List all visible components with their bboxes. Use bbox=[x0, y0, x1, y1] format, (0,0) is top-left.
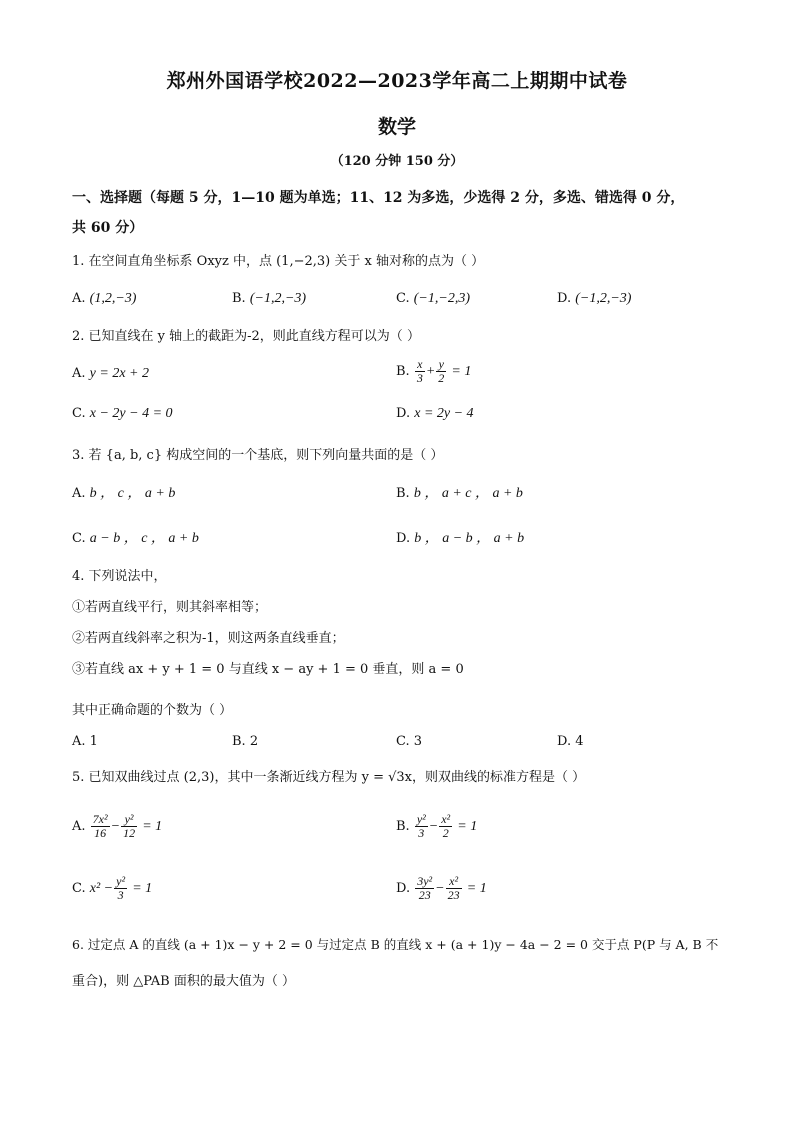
question-5-option-b bbox=[396, 813, 477, 840]
equals-one: = 1 bbox=[142, 819, 163, 834]
section-heading-line1: 一、选择题（每题 5 分，1—10 题为单选；11、12 为多选，少选得 2 分，多选、错选得 0 分， bbox=[72, 190, 685, 206]
option-label: D. bbox=[557, 291, 572, 306]
question-1-stem: 1. 在空间直角坐标系 Oxyz 中，点 (1,−2,3) 关于 x 轴对称的点为（ ） bbox=[72, 254, 485, 269]
denominator: 3 bbox=[416, 371, 423, 385]
denominator: 3 bbox=[117, 888, 124, 902]
question-2-option-c bbox=[72, 404, 173, 424]
option-value: b ， a − b ， a + b bbox=[414, 531, 525, 546]
fraction bbox=[121, 813, 137, 840]
numerator: 3y² bbox=[417, 874, 433, 888]
question-4-statement-2: ②若两直线斜率之积为-1，则这两条直线垂直； bbox=[72, 631, 345, 646]
fraction bbox=[114, 875, 127, 902]
option-value: (−1,2,−3) bbox=[575, 291, 632, 306]
equals-one: = 1 bbox=[451, 364, 472, 379]
question-4-ask: 其中正确命题的个数为（ ） bbox=[72, 703, 233, 718]
numerator: y² bbox=[416, 812, 426, 826]
question-1-option-d bbox=[557, 289, 631, 309]
option-value: x − 2y − 4 = 0 bbox=[89, 406, 173, 421]
question-6-line-2: 重合)，则 △PAB 面积的最大值为（ ） bbox=[72, 974, 295, 989]
question-4-statement-1: ①若两直线平行，则其斜率相等； bbox=[72, 600, 268, 615]
fraction bbox=[415, 813, 428, 840]
option-value: x = 2y − 4 bbox=[414, 406, 474, 421]
denominator: 2 bbox=[442, 826, 449, 840]
denominator: 16 bbox=[94, 826, 107, 840]
option-label: B. bbox=[396, 364, 410, 379]
numerator: x bbox=[415, 358, 425, 372]
question-1-option-b bbox=[232, 289, 306, 309]
option-value: (−1,−2,3) bbox=[413, 291, 470, 306]
option-label: B. bbox=[232, 291, 246, 306]
option-label: D. bbox=[396, 881, 411, 896]
equals-one: = 1 bbox=[466, 881, 487, 896]
option-label: D. bbox=[396, 406, 411, 421]
exam-timing: （120 分钟 150 分） bbox=[330, 154, 464, 169]
minus-sign: − bbox=[428, 819, 439, 834]
option-value: (−1,2,−3) bbox=[249, 291, 307, 306]
fraction bbox=[436, 358, 446, 385]
option-label: C. bbox=[72, 531, 86, 546]
option-label: C. bbox=[72, 406, 86, 421]
denominator: 23 bbox=[418, 888, 431, 902]
question-4-option-b: B. 2 bbox=[232, 734, 259, 749]
question-1-option-a bbox=[72, 289, 136, 309]
question-5-option-c bbox=[72, 875, 152, 902]
numerator: y² bbox=[116, 874, 126, 888]
exam-subject: 数学 bbox=[377, 116, 416, 138]
option-label: A. bbox=[72, 366, 86, 381]
denominator: 23 bbox=[447, 888, 460, 902]
question-5-option-a bbox=[72, 813, 162, 840]
numerator: x² bbox=[446, 875, 462, 889]
option-value: (1,2,−3) bbox=[89, 291, 137, 306]
minus-sign: − bbox=[435, 881, 445, 896]
question-2-option-d bbox=[396, 404, 474, 424]
question-2-stem: 2. 已知直线在 y 轴上的截距为-2，则此直线方程可以为（ ） bbox=[72, 329, 420, 344]
option-label: C. bbox=[72, 881, 86, 896]
numerator: y² bbox=[121, 813, 137, 827]
fraction bbox=[91, 813, 110, 840]
option-label: D. bbox=[396, 531, 411, 546]
fraction bbox=[446, 875, 462, 902]
numerator: y bbox=[436, 358, 446, 372]
equals-one: = 1 bbox=[132, 881, 153, 896]
question-1-option-c bbox=[396, 289, 470, 309]
denominator: 2 bbox=[438, 371, 445, 385]
question-3-option-b bbox=[396, 484, 523, 504]
section-heading bbox=[72, 183, 752, 243]
option-label: C. bbox=[396, 291, 410, 306]
term: x² − bbox=[89, 881, 114, 896]
denominator: 12 bbox=[123, 826, 136, 840]
question-3-option-d bbox=[396, 529, 524, 549]
question-3-stem: 3. 若 {a, b, c} 构成空间的一个基底，则下列向量共面的是（ ） bbox=[72, 448, 444, 463]
option-value: y = 2x + 2 bbox=[89, 366, 149, 381]
question-6-line-1: 6. 过定点 A 的直线 (a + 1)x − y + 2 = 0 与过定点 B 的直线 x + (a + 1)y − 4a − 2 = 0 交于点 P(P 与 A, B 不 bbox=[72, 937, 719, 952]
numerator: x² bbox=[441, 812, 451, 826]
equals-one: = 1 bbox=[457, 819, 478, 834]
question-4-option-d: D. 4 bbox=[557, 734, 584, 749]
question-2-option-b bbox=[396, 358, 471, 385]
question-4-option-a: A. 1 bbox=[72, 734, 98, 749]
section-heading-line2: 共 60 分） bbox=[72, 220, 144, 236]
question-4-stem: 4. 下列说法中， bbox=[72, 569, 167, 584]
option-label: B. bbox=[396, 819, 410, 834]
option-value: a − b ， c ， a + b bbox=[89, 531, 199, 546]
minus-sign: − bbox=[110, 819, 121, 834]
numerator: 7x² bbox=[92, 812, 108, 826]
plus-sign: + bbox=[425, 364, 436, 379]
exam-title: 郑州外国语学校2022—2023学年高二上期期中试卷 bbox=[166, 70, 628, 92]
question-5-option-d bbox=[396, 875, 487, 902]
denominator: 3 bbox=[418, 826, 425, 840]
question-3-option-c bbox=[72, 529, 199, 549]
option-label: B. bbox=[396, 486, 410, 501]
fraction bbox=[439, 813, 452, 840]
option-value: b ， c ， a + b bbox=[89, 486, 176, 501]
question-5-stem: 5. 已知双曲线过点 (2,3)，其中一条渐近线方程为 y = √3x，则双曲线的标准方程是（ ） bbox=[72, 770, 586, 785]
option-label: A. bbox=[72, 291, 86, 306]
option-value: b ， a + c ， a + b bbox=[413, 486, 523, 501]
fraction bbox=[415, 875, 434, 902]
question-3-option-a bbox=[72, 484, 175, 504]
option-label: A. bbox=[72, 819, 86, 834]
question-2-option-a bbox=[72, 364, 149, 384]
question-4-option-c: C. 3 bbox=[396, 734, 423, 749]
question-4-statement-3: ③若直线 ax + y + 1 = 0 与直线 x − ay + 1 = 0 垂直，则 a = 0 bbox=[72, 662, 464, 677]
fraction bbox=[415, 358, 425, 385]
option-label: A. bbox=[72, 486, 86, 501]
